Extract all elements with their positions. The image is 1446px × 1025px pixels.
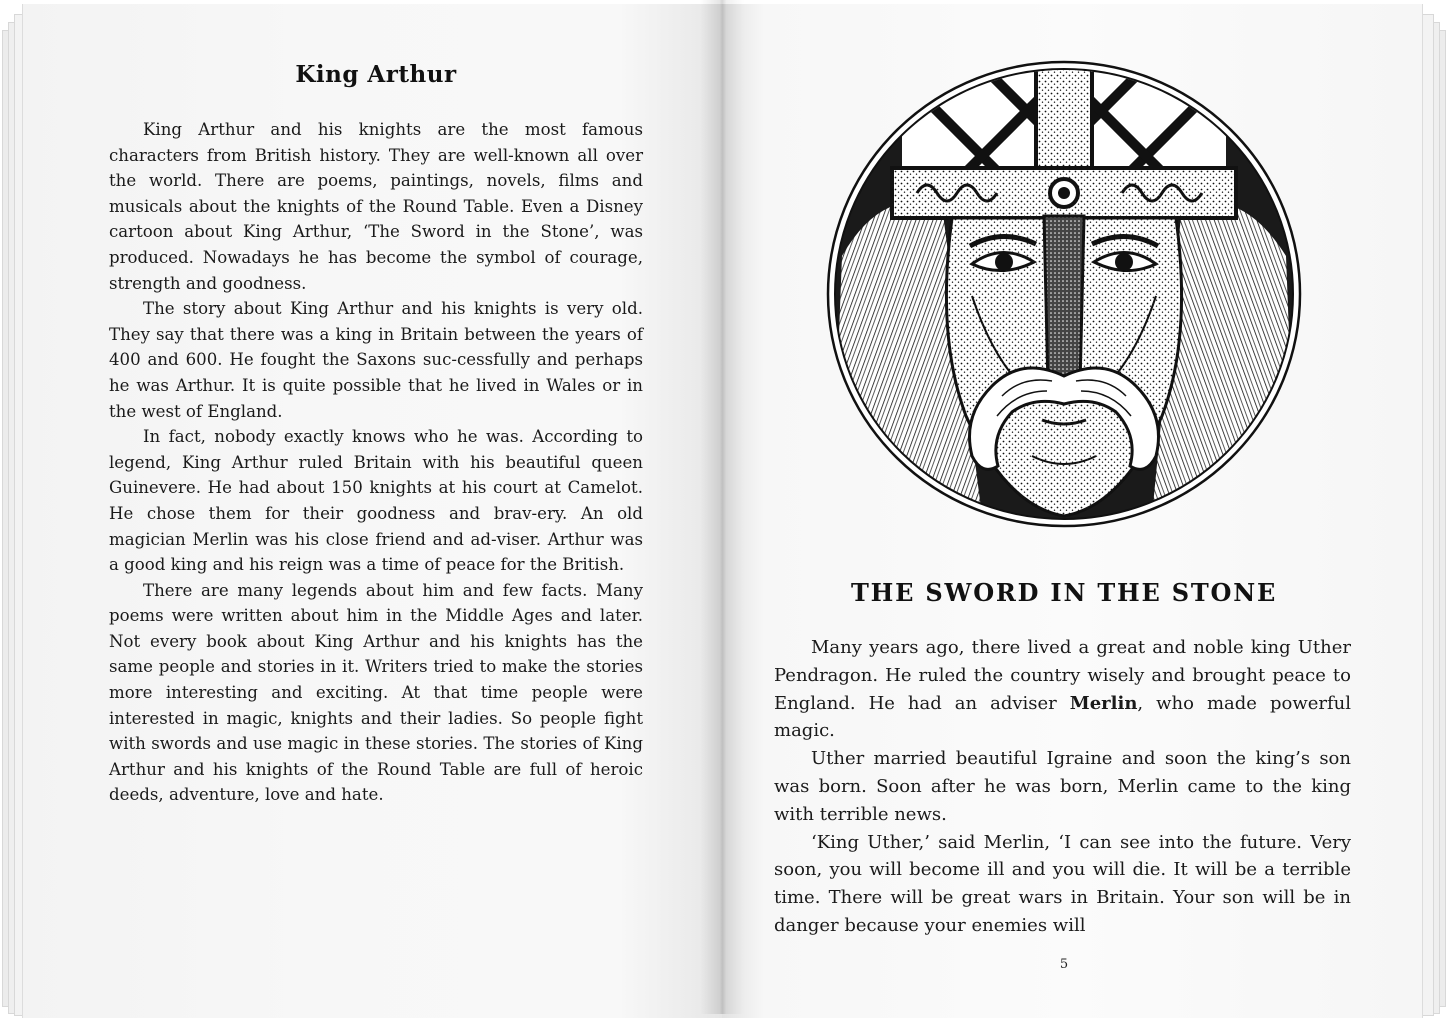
book-gutter-shadow (700, 0, 744, 1014)
paragraph: In fact, nobody exactly knows who he was. According to legend, King Arthur ruled Britain with his beautiful queen Guinevere. He had about 150 knights at his court at Camelot. He chose them for their goodness and brav-ery. An old magician Merlin was his close friend and ad-viser. Arthur was a good king and his reign was a time of peace for the British. (109, 427, 643, 575)
paragraph: ‘King Uther,’ said Merlin, ‘I can see into the future. Very soon, you will become ill and you will die. It will be a terrible time. There will be great wars in Britain. Your son will be in danger because your enemies will (774, 831, 1351, 936)
body-text (109, 117, 643, 808)
portrait-svg (822, 56, 1306, 532)
paragraph: Uther married beautiful Igraine and soon the king’s son was born. Soon after he was born, Merlin came to the king with terrible news. (774, 748, 1351, 825)
left-page (22, 4, 723, 1018)
bold-term-merlin: Merlin (1069, 692, 1138, 714)
story-title: THE SWORD IN THE STONE (850, 578, 1278, 607)
paragraph-text: , who made powerful magic. (774, 692, 1351, 742)
right-page (722, 4, 1423, 1018)
paragraph: There are many legends about him and few facts. Many poems were written about him in the Middle Ages and later. Not every book about King Arthur and his knights has the same people and stories in it. Writers tried to make the stories more interesting and exciting. At that time people were interested in magic, knights and their ladies. So people fight with swords and use magic in these stories. The stories of King Arthur and his knights of the Round Table are full of heroic deeds, adventure, love and hate. (109, 580, 643, 805)
paragraph (774, 634, 1351, 745)
paragraph: King Arthur and his knights are the most famous characters from British history. They are well-known all over the world. There are poems, paintings, novels, films and musicals about the knights of the Round Table. Even a Disney cartoon about King Arthur, ‘The Sword in the Stone’, was produced. Nowadays he has become the symbol of courage, strength and goodness. (109, 120, 643, 293)
king-portrait-illustration (822, 56, 1306, 532)
chapter-title: King Arthur (295, 61, 457, 88)
body-text (774, 634, 1351, 940)
page-number: 5 (1059, 957, 1069, 972)
paragraph-text: Many years ago, there lived a great and noble king Uther Pendragon. He ruled the country wisely and brought peace to England. He had an adviser (774, 637, 1351, 714)
paragraph: The story about King Arthur and his knights is very old. They say that there was a king in Britain between the years of 400 and 600. He fought the Saxons suc-cessfully and perhaps he was Arthur. It is quite possible that he lived in Wales or in the west of England. (109, 299, 643, 421)
